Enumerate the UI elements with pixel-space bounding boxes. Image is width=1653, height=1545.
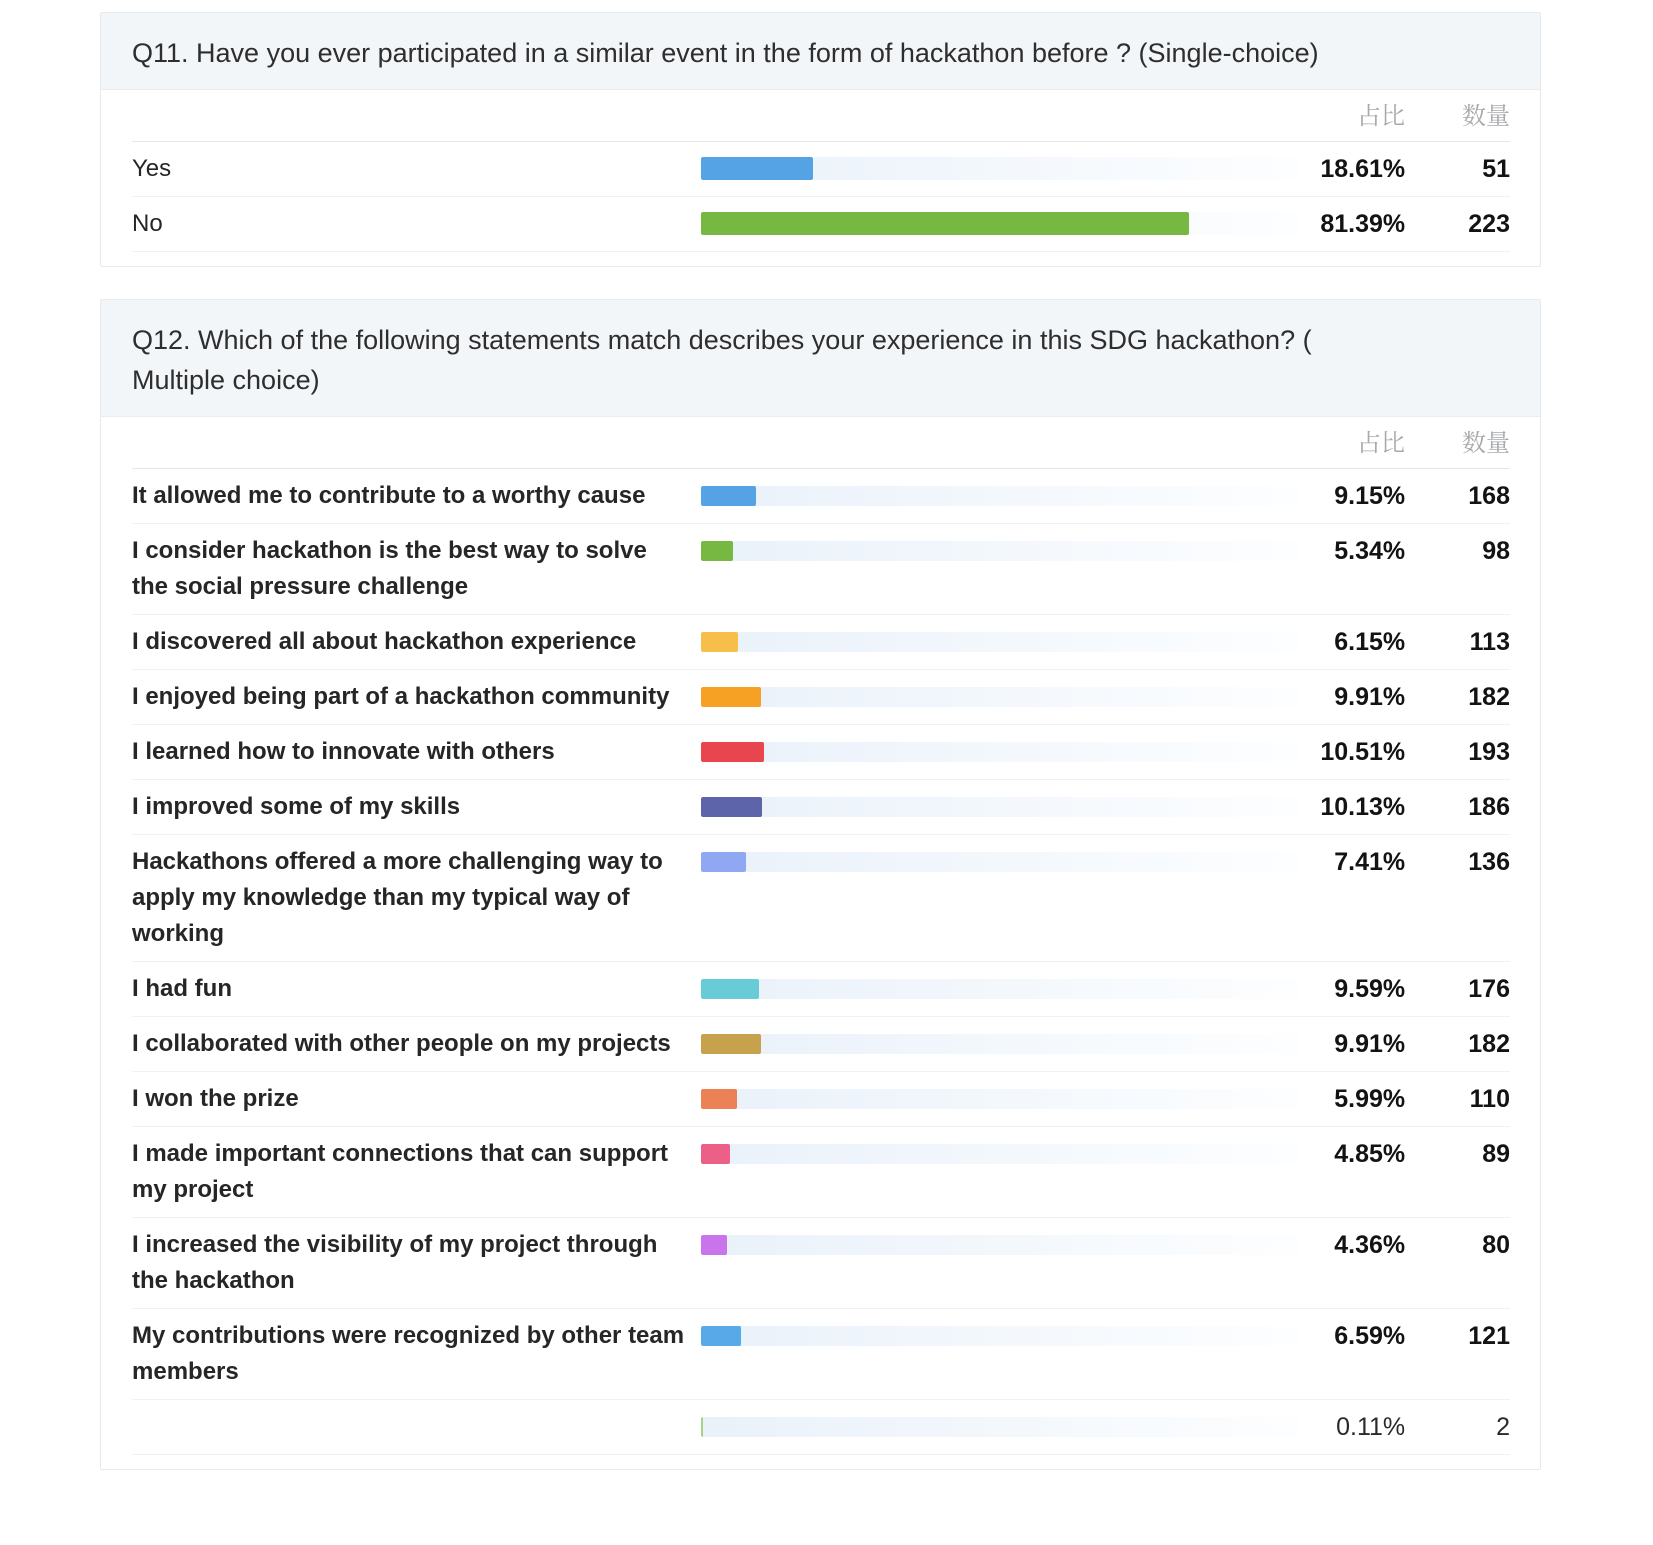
column-header-count: 数量 [1462,430,1510,457]
answer-percent: 9.91% [1334,1030,1406,1058]
question-card-q12 [100,299,1541,1470]
question-header [101,300,1540,417]
question-header [101,13,1540,90]
answer-percent: 10.13% [1320,793,1406,821]
answer-bar-zone [701,478,1300,506]
answer-bar-zone [701,734,1300,762]
answer-row [132,1400,1510,1455]
answer-bar-zone [701,971,1300,999]
answer-row [132,835,1510,962]
answer-percent: 81.39% [1320,210,1406,238]
answer-bar-track [701,632,1300,652]
column-header-row [132,417,1510,469]
answer-bar-fill [701,852,745,872]
answer-row [132,1127,1510,1218]
answer-bar-zone [701,1227,1300,1255]
column-header-row [132,90,1510,142]
question-card-q11 [100,12,1541,267]
answer-percent: 6.15% [1334,628,1406,656]
answer-bar-zone [701,1026,1300,1054]
answer-label: It allowed me to contribute to a worthy cause [132,482,646,509]
answer-count: 110 [1469,1085,1510,1113]
column-header-percent: 占比 [1357,430,1405,457]
answer-percent: 9.91% [1334,683,1406,711]
answer-count: 113 [1469,628,1510,656]
answer-label: No [132,210,163,237]
answer-bar-zone [701,679,1300,707]
answer-percent: 4.85% [1334,1140,1406,1168]
answer-bar-track [701,1235,1300,1255]
answer-bar-fill [701,687,760,707]
answer-percent: 10.51% [1320,738,1406,766]
answer-bar-track [701,1034,1300,1054]
answer-row [132,1218,1510,1309]
answer-label: I collaborated with other people on my projects [132,1030,671,1057]
answer-bar-track [701,157,1300,180]
answer-bar-track [701,852,1300,872]
answer-bar-fill [701,1089,737,1109]
answer-count: 80 [1482,1231,1510,1259]
answer-row [132,197,1510,252]
answer-count: 2 [1496,1413,1510,1441]
answer-percent: 5.34% [1334,537,1406,565]
answer-percent: 9.15% [1334,482,1406,510]
question-title: Q11. Have you ever participated in a similar event in the form of hackathon before ? (Single-choice) [132,38,1319,68]
answer-row [132,524,1510,615]
answer-row [132,725,1510,780]
answer-bar-track [701,797,1300,817]
answer-bar-zone [701,624,1300,652]
answer-bar-fill [701,1235,727,1255]
answer-bar-zone [701,206,1300,235]
answer-row [132,962,1510,1017]
column-header-count: 数量 [1462,103,1510,130]
answer-bar-fill [701,541,733,561]
answer-bar-zone [701,844,1300,872]
answer-bar-zone [701,1081,1300,1109]
answer-row [132,670,1510,725]
answer-count: 182 [1468,683,1510,711]
column-header-percent: 占比 [1357,103,1405,130]
answer-count: 193 [1468,738,1510,766]
answer-count: 176 [1468,975,1510,1003]
answer-count: 136 [1468,848,1510,876]
answer-label: I made important connections that can support my project [132,1140,669,1203]
answer-rows [132,469,1510,1455]
answer-label: My contributions were recognized by other team members [132,1322,685,1385]
answer-row [132,142,1510,197]
answer-bar-zone [701,789,1300,817]
answer-bar-track [701,1089,1300,1109]
answer-row [132,615,1510,670]
answer-bar-track [701,979,1300,999]
answer-row [132,1017,1510,1072]
answer-count: 98 [1482,537,1510,565]
answer-percent: 5.99% [1334,1085,1406,1113]
answer-bar-fill [701,797,762,817]
answer-bar-zone [701,533,1300,561]
answer-label: I had fun [132,975,232,1002]
answer-label: I increased the visibility of my project through the hackathon [132,1231,658,1294]
answer-percent: 9.59% [1334,975,1406,1003]
question-title: Q12. Which of the following statements match describes your experience in this SDG hackathon? ( Multiple choice) [132,325,1312,395]
answer-bar-track [701,486,1300,506]
answer-bar-track [701,687,1300,707]
answer-label: I learned how to innovate with others [132,738,555,765]
answer-bar-zone [701,151,1300,180]
answer-percent: 18.61% [1320,155,1406,183]
answer-bar-track [701,1417,1300,1437]
answer-count: 89 [1482,1140,1510,1168]
answer-bar-track [701,212,1300,235]
answer-bar-fill [701,632,738,652]
answer-label: I won the prize [132,1085,299,1112]
answer-bar-fill [701,742,764,762]
answer-bar-fill [701,1417,703,1437]
answer-count: 121 [1468,1322,1510,1350]
answer-percent: 7.41% [1334,848,1406,876]
answer-label: I enjoyed being part of a hackathon community [132,683,670,710]
answer-label: I improved some of my skills [132,793,461,820]
answer-bar-track [701,541,1300,561]
answer-count: 186 [1468,793,1510,821]
answer-rows [132,142,1510,252]
answer-bar-track [701,1144,1300,1164]
answer-bar-fill [701,212,1189,235]
answer-label: Yes [132,155,172,182]
answer-bar-fill [701,1144,730,1164]
answer-count: 168 [1468,482,1510,510]
answer-percent: 6.59% [1334,1322,1406,1350]
answer-label: I consider hackathon is the best way to solve the social pressure challenge [132,537,647,600]
answer-bar-zone [701,1409,1300,1437]
answer-count: 182 [1468,1030,1510,1058]
answer-row [132,780,1510,835]
answer-row [132,1309,1510,1400]
answer-bar-track [701,742,1300,762]
answer-bar-zone [701,1136,1300,1164]
answer-bar-fill [701,486,756,506]
answer-percent: 4.36% [1334,1231,1406,1259]
answer-bar-track [701,1326,1300,1346]
answer-percent: 0.11% [1336,1413,1406,1441]
answer-bar-fill [701,979,758,999]
answer-bar-fill [701,1326,740,1346]
answer-count: 51 [1482,155,1510,183]
answer-bar-fill [701,157,812,180]
answer-bar-zone [701,1318,1300,1346]
answer-bar-fill [701,1034,760,1054]
question-body [101,90,1540,266]
answer-count: 223 [1468,210,1510,238]
answer-label: I discovered all about hackathon experience [132,628,637,655]
answer-row [132,1072,1510,1127]
question-body [101,417,1540,1469]
answer-label: Hackathons offered a more challenging way to apply my knowledge than my typical way of working [132,848,663,947]
answer-row [132,469,1510,524]
